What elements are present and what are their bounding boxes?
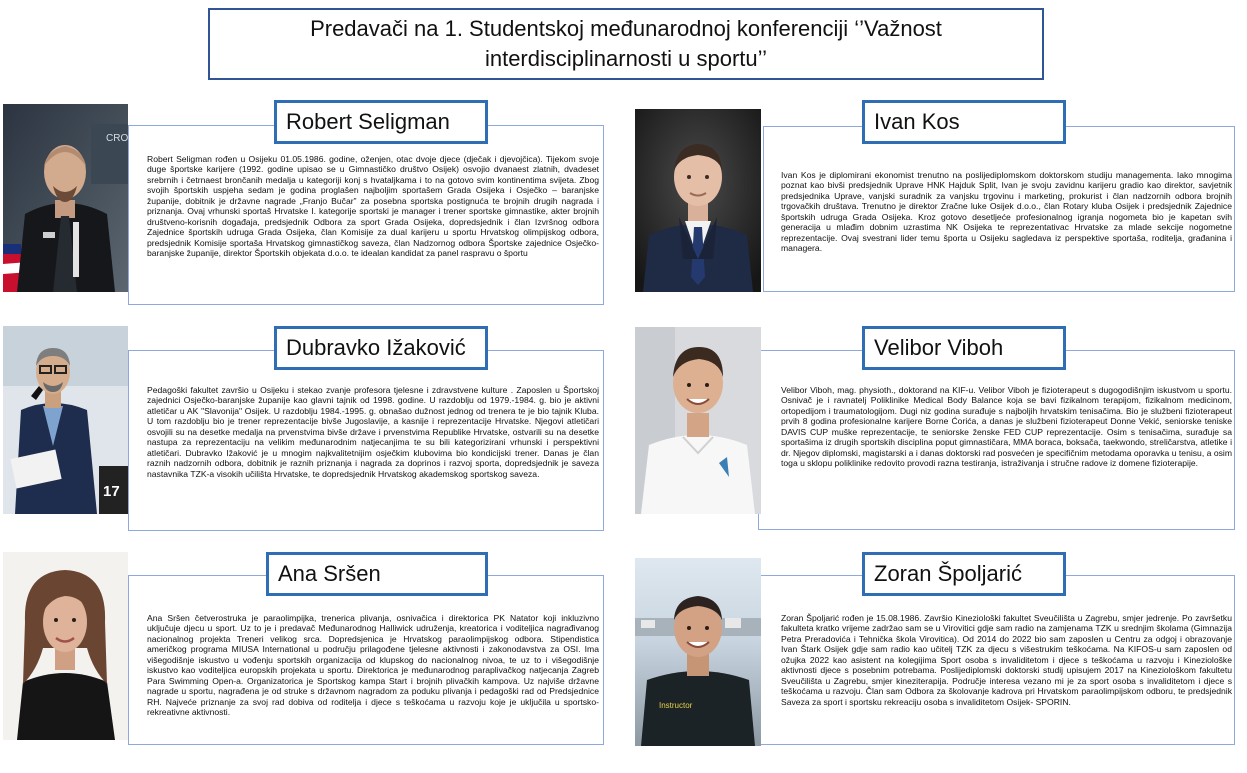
speaker-name: Dubravko Ižaković: [286, 335, 466, 360]
speaker-photo-zoran-spoljaric: [635, 558, 761, 746]
photo-banner-text: Instructor: [659, 701, 693, 710]
speaker-name-box-zoran-spoljaric: [862, 552, 1066, 596]
speaker-name-box-ana-srsen: [266, 552, 488, 596]
speaker-bio-velibor-viboh: Velibor Viboh, mag. physioth., doktorand na KIF-u. Velibor Viboh je fizioterapeut s dugogodišnjim iskustvom u sportu. Osnivač je i ravnatelj Poliklinike Medical Body Balance koja se bavi fizikalnom terapijom, fizikalnom medicinom, ortopedijom i traumatologijom. Dugi niz godina surađuje s najboljih hrvatskim tenisačima. Bio je službeni fizioterapeut prvih 8 godina profesionalne karijere Borne Ćorića, a danas je službeni fizioterapeut Donne Vekić, seniorske teniske DAVIS CUP muške reprezentacije, te seniorske ženske FED CUP reprezentacije. Osim s tenisačima, surađuje sa sportašima iz drugih sportskih disciplina poput gimnastičara, MMA boraca, boksača, taekwondo, streličarstva, atletike i dr. Njegov diplomski, magistarski a i danas doktorski rad posvećen je specifičnim metodama oporavka u tenisu, a osim toga u sklopu poliklinike redovito provodi razna testiranja, istraživanja i stručne radove iz domene fizioterapije.: [781, 385, 1232, 469]
speaker-name: Ivan Kos: [874, 109, 960, 134]
title-line-2: interdisciplinarnosti u sportu’’: [484, 46, 768, 71]
speaker-name-box-velibor-viboh: [862, 326, 1066, 370]
speaker-name: Zoran Špoljarić: [874, 561, 1022, 586]
speaker-photo-ana-srsen: [3, 552, 128, 740]
speaker-bio-ivan-kos: Ivan Kos je diplomirani ekonomist trenutno na poslijediplomskom doktorskom studiju managementa. Iako mnogima poznat kao bivši predsjednik Uprave HNK Hajduk Split, Ivan je svoju zavidnu karijeru gradio kao direktor, savjetnik predsjednika Uprave, vanjski suradnik za vanjsku trgovinu i marketing, prokurist i član nadzornih odbora brojnih trgovačkih društava. Trenutno je direktor Zračne luke Osijek d.o.o., član Rotary kluba Osijek i predsjednik Zajednice športskih udruga Grada Osijeka. Kroz gotovo desetljeće profesionalnog igranja nogometa bio je kapetan svih generacija u mlađim dobnim uzrastima NK Osijeka te reprezentativac Hrvatske za mlade sekcije nogometne reprezentacije. Ovaj svestrani lider temu športa u Osijeku sagledava iz perspektive sportaša, roditelja, građanina i managera.: [781, 170, 1232, 254]
speaker-name-box-robert-seligman: [274, 100, 488, 144]
title-line-1: Predavači na 1. Studentskoj međunarodnoj konferenciji ‘’Važnost: [310, 16, 942, 41]
speaker-name: Ana Sršen: [278, 561, 381, 586]
speaker-name-box-ivan-kos: [862, 100, 1066, 144]
photo-banner-text: 17: [103, 483, 120, 500]
speaker-name: Robert Seligman: [286, 109, 450, 134]
speaker-name-box-dubravko-izakovic: [274, 326, 488, 370]
speaker-photo-dubravko-izakovic: [3, 326, 128, 514]
speaker-bio-ana-srsen: Ana Sršen četverostruka je paraolimpijka, trenerica plivanja, osnivačica i direktorica PK Natator koji inkluzivno uključuje djecu u sport. Uz to je i predavač Međunarodnog Halliwick udruženja, kreatorica i voditeljica nagrađivanog nacionalnog projekta Treneri velikog srca. Dopredsjenica je Hrvatskog paraolimpijskog odbora. Stipendistica američkog programa MIUSA International u području prilagođene tjelesne aktivnosti i zakonodavstva za OSI. Ima višegodišnje iskustvo u vođenju sportskih organizacija od klupskog do nacionalnog nivoa, te uz to i višegodišnje iskustvo kao voditeljica europskih projekata u sportu. Direktorica je međunarodnog paraplivačkog natjecanja Zagreb Para Swimming Open-a. Organizatorica je Sportskog kampa Start i brojnih plivačkih kampova. Uz najviše državne nagrade u sportu, nagrađena je od struke s državnom nagradom za poduku plivanja i pedagoški rad od Predsjednice RH. Najveće priznanje za svoj rad dobiva od roditelja i djece s teškoćama u razvoju koje je uključila u sportsko-rekreativne aktivnosti.: [147, 613, 599, 718]
speaker-bio-zoran-spoljaric: Zoran Špoljarić rođen je 15.08.1986. Završio Kineziološki fakultet Sveučilišta u Zagrebu, smjer jedrenje. Po završetku fakulteta kratko vrijeme zadržao sam se u Virovitici gdje sam radio na zamjenama TZK u srednjim školama (Gimnazija Petra Preradovića i Tehnička škola Virovitica). Od 2014 do 2022 bio sam zaposlen u Centru za odgoj i obrazovanje Ivan Štark Osijek gdje sam radio kao učitelj TZK za djecu s višestrukim teškoćama. Na KIFOS-u sam zaposlen od ožujka 2022 kao asistent na kolegijima Sport osoba s invaliditetom i djece s teškoćama u razvoju i Kineziološke aktivnosti djece s posebnim potrebama. Poslijediplomski doktorski studij upisujem 2017 na Kineziološkom fakultetu Sveučilišta u Zagrebu, smjer kineziterapija. Područje interesa vezano mi je za sport osoba s invaliditetom i djece s teškoćama u razvoju. Član sam Odbora za školovanje kadrova pri Hrvatskom paraolimpijskom odboru, te predsjednik Saveza za sport i sportsku rekreaciju osoba s invaliditetom Osijek- SPORIN.: [781, 613, 1232, 707]
photo-banner-text: CRO: [106, 133, 128, 144]
speaker-bio-robert-seligman: Robert Seligman rođen u Osijeku 01.05.1986. godine, oženjen, otac dvoje djece (dječak i djevojčica). Tijekom svoje duge športske karijere (1992. godine upisao se u Gimnastičko društvo Osijek) osvojio dvanaest zlatnih, dvadeset srebrnih i četrnaest brončanih medalja u kategoriji konj s hvataljkama i to na gotovo svim kontinentima svijeta. Zbog svojih športskih uspjeha sedam je godina proglašen najboljim sportašem Grada Osijeka i Osječko – baranjske županije, dobitnik je državne nagrade „Franjo Bučar” za posebna sportska postignuća te brojnih drugih nagrada i priznanja. Ovaj vrhunski sportaš Hrvatske I. kategorije sportski je manager i trener sportske gimnastike, akter brojnih društveno-korisnih događaja, predsjednik Odbora za sport Grada Osijeka, dopredsjednik i član Izvršnog odbora Zajednice športskih udruga Grada Osijeka, član Komisije za dual karijeru u sportu Hrvatskog olimpijskog odbora, predsjednik Komisije sportaša Hrvatskog gimnastičkog saveza, član Nadzornog odbora Športske zajednice Osječko-baranjske županije, direktor Športskih objekata d.o.o. te idealan kandidat za panel raspravu o športu: [147, 154, 599, 259]
speaker-name: Velibor Viboh: [874, 335, 1004, 360]
page-title: [208, 8, 1044, 80]
speaker-photo-velibor-viboh: [635, 327, 761, 514]
speaker-bio-dubravko-izakovic: Pedagoški fakultet završio u Osijeku i stekao zvanje profesora tjelesne i zdravstvene kulture . Zaposlen u Športskoj zajednici Osječko-baranjske županije kao glavni tajnik od 1998. godine. U razdoblju od 1979.-1984. g. bio je aktivni atletičar u AK "Slavonija" Osijek. U razdoblju 1984.-1995. g. obnašao dužnost jednog od trenera te je bio tajnik Kluba. U tom razdoblju bio je trener reprezentacije bivše Jugoslavije, a kasnije i reprezentacije Hrvatske. Njegovi atletičari osvojili su na desetke medalja na prvenstvima bivše države i prvenstvima Republike Hrvatske, ostvarili su na desetke nastupa za reprezentaciju na velikim međunarodnim natjecanjima te su bili kategorizirani vrhunski i perspektivni atletičari. Dubravko Ižaković je u mnogim najkvalitetnijim osječkim klubovima bio kondicijski trener. Danas je član raznih nadzornih odbora, dobitnik je raznih priznanja i nagrada za doprinos i razvoj sporta, dopredsjednik je saveza nastavnika TZK-a visokih učilišta Hrvatske, te dopredsjednik Hrvatskog akademskog sportskog saveza.: [147, 385, 599, 479]
speaker-photo-ivan-kos: [635, 109, 761, 292]
speaker-photo-robert-seligman: [3, 104, 128, 292]
